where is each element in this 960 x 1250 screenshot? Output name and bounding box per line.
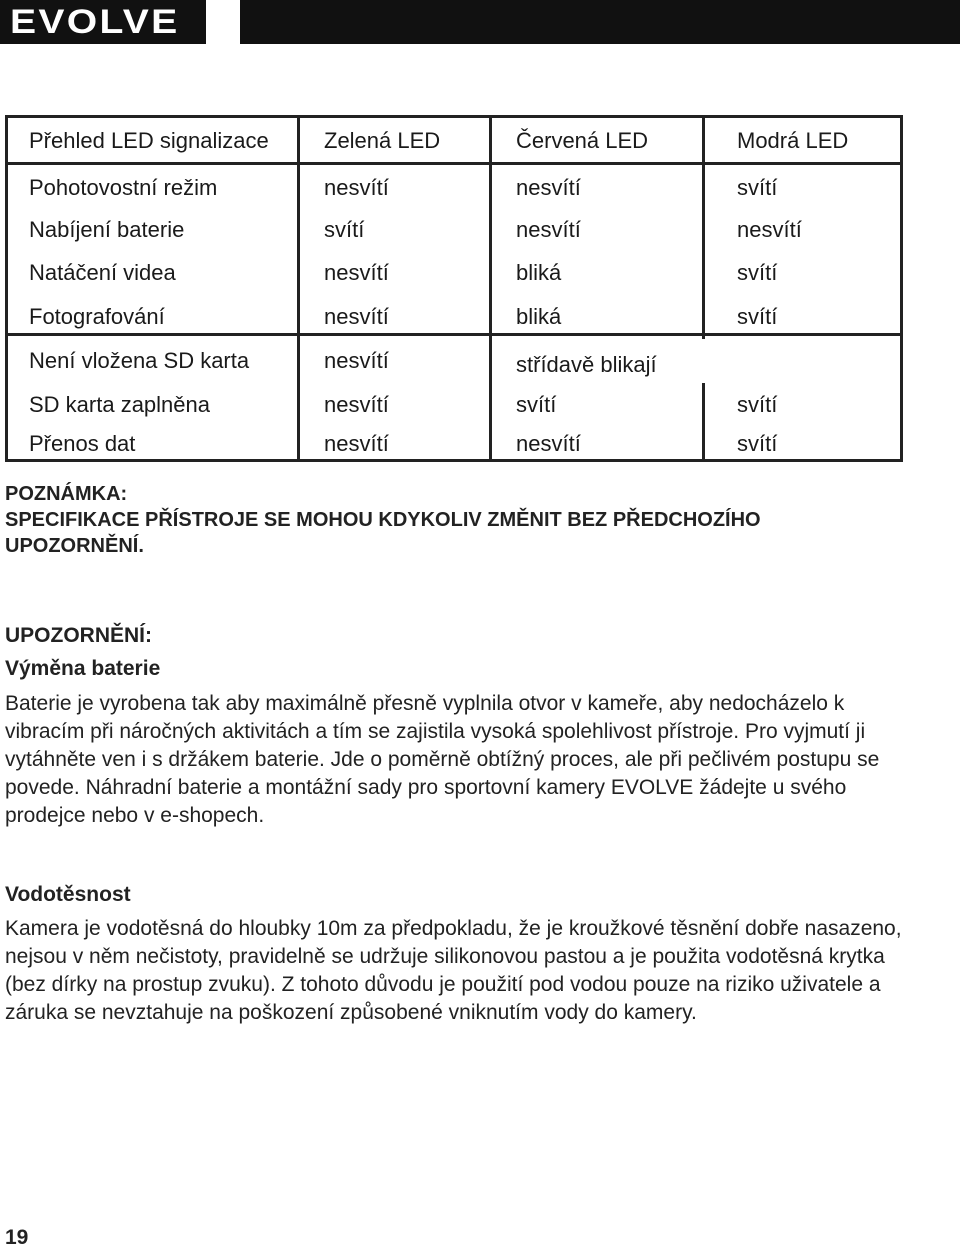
battery-heading: Výměna baterie — [5, 657, 161, 680]
note-line: SPECIFIKACE PŘÍSTROJE SE MOHOU KDYKOLIV ZMĚNIT BEZ PŘEDCHOZÍHO — [5, 509, 761, 531]
table-cell: nesvítí — [491, 426, 704, 462]
table-row — [5, 166, 903, 209]
table-cell: svítí — [704, 251, 904, 295]
logo-text: EVOLVE — [10, 3, 180, 41]
battery-paragraph: Baterie je vyrobena tak aby maximálně přesně vyplnila otvor v kameře, aby nedocházelo k vibracím při náročných aktivitách a tím se zajistila vysoká spolehlivost přístroje. Pro vyjmutí ji vytáhněte ven i s držákem baterie. Jde o poměrně obtížný proces, ale při pečlivém postupu se povede. Náhradní baterie a montážní sady pro sportovní kamery EVOLVE žádejte u svého prodejce nebo v e-shopech. — [5, 692, 880, 827]
table-cell: bliká — [491, 295, 704, 339]
table-cell: Není vložena SD karta — [29, 348, 250, 373]
table-cell: nesvítí — [299, 383, 491, 426]
header-cell: Modrá LED — [704, 115, 904, 166]
table-cell: bliká — [491, 251, 704, 295]
table-row — [5, 251, 903, 295]
waterproof-paragraph: Kamera je vodotěsná do hloubky 10m za předpokladu, že je kroužkové těsnění dobře nasazeno, nejsou v něm nečistoty, pravidelně se udržuje silikonovou pastou a je použita vodotěsná krytka (bez dírky na prostup zvuku). Z tohoto důvodu je použití pod vodou pouze na riziko uživatele a záruka se nevztahuje na poškození způsobené vniknutím vody do kamery. — [5, 917, 902, 1024]
table-cell: svítí — [491, 383, 704, 426]
table-row — [5, 339, 903, 383]
table-cell: nesvítí — [299, 295, 491, 339]
table-row — [5, 209, 903, 251]
table-cell: svítí — [704, 166, 904, 209]
table-cell: svítí — [704, 426, 904, 462]
table-cell: svítí — [704, 383, 904, 426]
table-cell: Pohotovostní režim — [29, 174, 218, 200]
table-cell: nesvítí — [491, 166, 704, 209]
table-cell-merged: střídavě blikají — [491, 339, 904, 383]
table-header-row — [5, 115, 903, 166]
table-cell: nesvítí — [704, 209, 904, 251]
table-cell: Fotografování — [29, 304, 165, 329]
table-cell: Nabíjení baterie — [29, 217, 185, 242]
table-cell: nesvítí — [299, 251, 491, 295]
table-cell: nesvítí — [491, 209, 704, 251]
table-cell: Natáčení videa — [29, 260, 176, 285]
table-cell: nesvítí — [299, 426, 491, 462]
table-cell: svítí — [299, 209, 491, 251]
table-divider — [5, 333, 903, 336]
brand-logo — [0, 0, 206, 44]
waterproof-heading: Vodotěsnost — [5, 883, 131, 906]
note-label: POZNÁMKA: — [5, 483, 128, 505]
table-cell: svítí — [704, 295, 904, 339]
table-row — [5, 383, 903, 426]
header-cell: Zelená LED — [299, 115, 491, 166]
table-row — [5, 426, 903, 462]
led-signal-table — [5, 115, 903, 462]
table-cell: Přenos dat — [29, 431, 136, 456]
table-cell: nesvítí — [299, 339, 491, 383]
table-cell: SD karta zaplněna — [29, 391, 210, 417]
warning-label: UPOZORNĚNÍ: — [5, 624, 152, 647]
header-bar — [240, 0, 960, 44]
note-line: UPOZORNĚNÍ. — [5, 535, 144, 557]
table-divider — [5, 162, 903, 165]
page-number: 19 — [5, 1226, 29, 1249]
header-cell: Červená LED — [491, 115, 704, 166]
header-cell: Přehled LED signalizace — [29, 127, 269, 153]
table-cell: nesvítí — [299, 166, 491, 209]
